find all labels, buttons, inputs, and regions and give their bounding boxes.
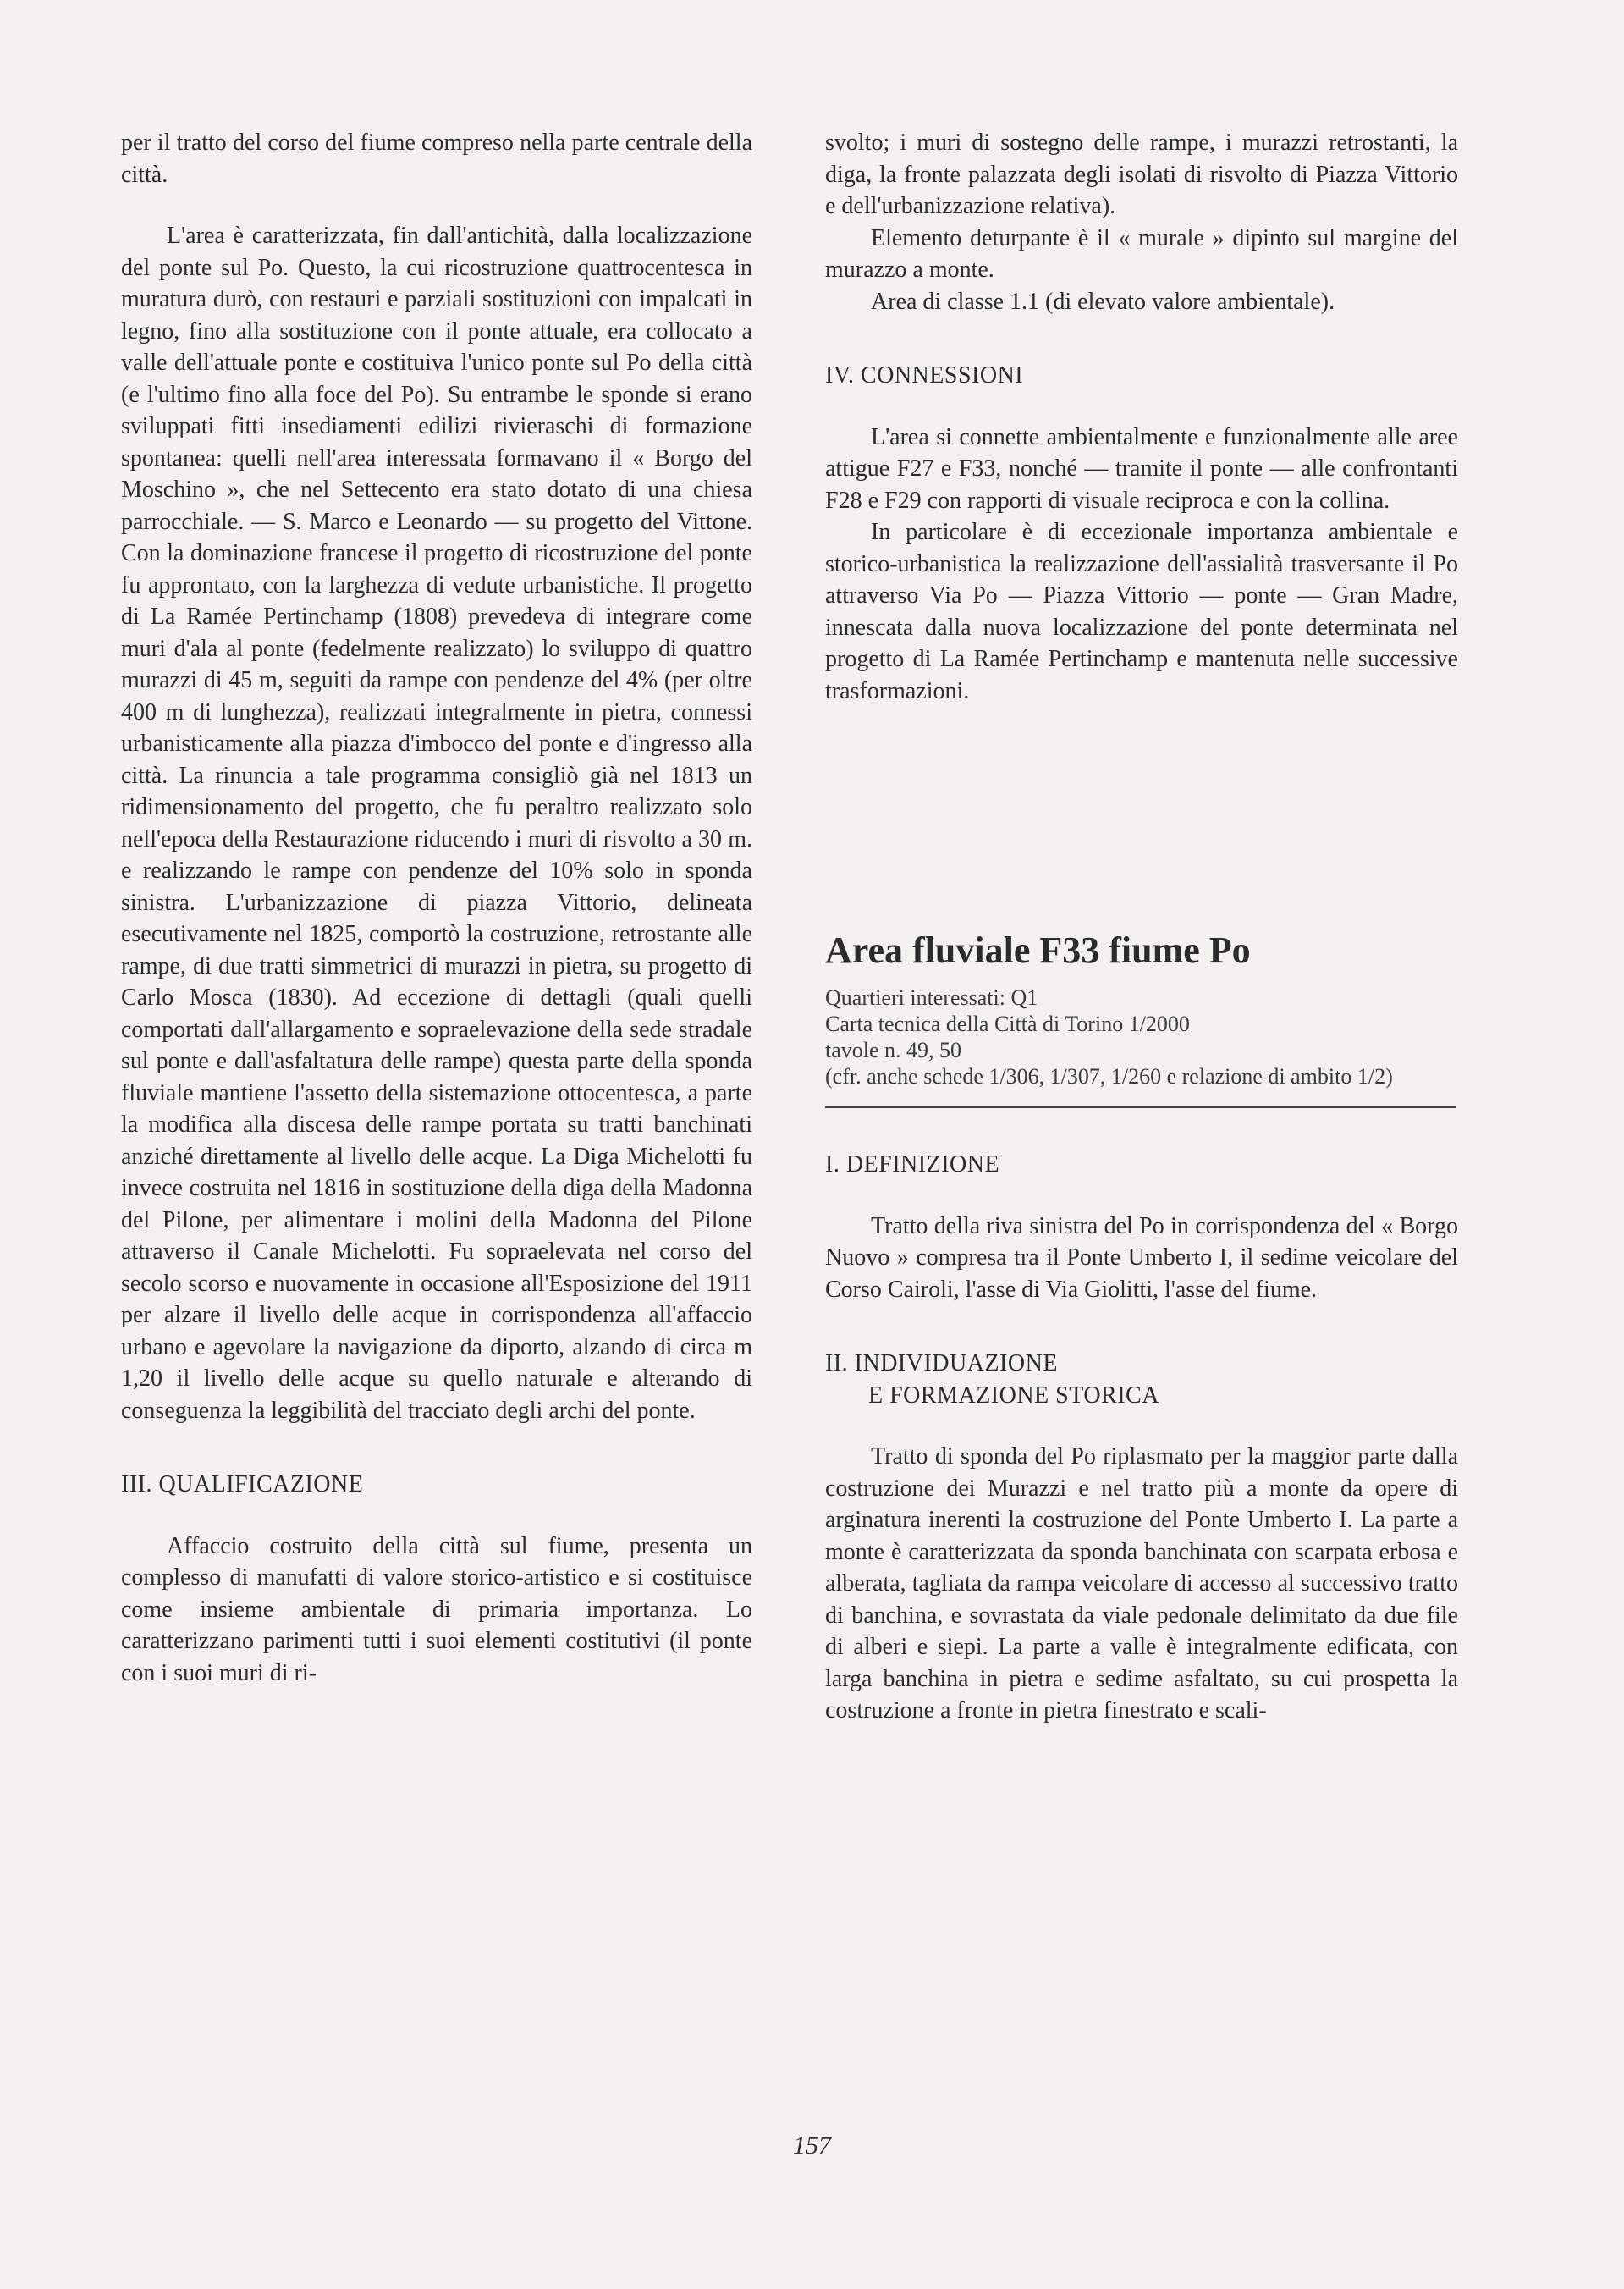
meta-carta-tecnica: Carta tecnica della Città di Torino 1/2000 — [825, 1012, 1190, 1036]
paragraph: L'area si connette ambientalmente e funzionalmente alle aree attigue F27 e F33, nonché — tramite il ponte — alle confrontanti F28 e F29 con rapporti di visuale reciproca e con la collina. — [825, 423, 1458, 514]
meta-tavole: tavole n. 49, 50 — [825, 1038, 962, 1062]
paragraph: In particolare è di eccezionale importanza ambientale e storico-urbanistica la realizzazione dell'assialità trasversante il Po attraverso Via Po — Piazza Vittorio — ponte — Gran Madre, innescata dalla nuova localizzazione del ponte determinata nel progetto di La Ramée Pertinchamp e mantenuta nelle successive trasformazioni. — [825, 519, 1458, 704]
heading-line: II. INDIVIDUAZIONE — [825, 1350, 1058, 1376]
paragraph: svolto; i muri di sostegno delle rampe, i murazzi retrostanti, la diga, la fronte palazzata degli isolati di risvolto di Piazza Vittorio e dell'urbanizzazione relativa). — [825, 130, 1458, 219]
area-title: Area fluviale F33 fiume Po — [825, 929, 1251, 971]
heading-line: E FORMAZIONE STORICA — [868, 1382, 1159, 1409]
page-number: 157 — [793, 2132, 831, 2159]
left-column — [121, 127, 752, 1689]
meta-cross-reference: (cfr. anche schede 1/306, 1/307, 1/260 e relazione di ambito 1/2) — [825, 1064, 1393, 1089]
section-heading-qualificazione: III. QUALIFICAZIONE — [121, 1471, 364, 1498]
paragraph: Affaccio costruito della città sul fiume, presenta un complesso di manufatti di valore storico-artistico e si costituisce come insieme ambientale di primaria importanza. Lo caratterizzano parimenti tutti i suoi elementi costitutivi (il ponte con i suoi muri di ri- — [121, 1532, 752, 1686]
meta-quartieri: Quartieri interessati: Q1 — [825, 985, 1038, 1010]
right-column — [825, 127, 1458, 1727]
section-heading-definizione: I. DEFINIZIONE — [825, 1151, 1000, 1178]
paragraph: Tratto della riva sinistra del Po in corrispondenza del « Borgo Nuovo » compresa tra il Ponte Umberto I, il sedime veicolare del Corso Cairoli, l'asse di Via Giolitti, l'asse del fiume. — [825, 1212, 1458, 1303]
paragraph: Area di classe 1.1 (di elevato valore ambientale). — [871, 288, 1335, 315]
paragraph: L'area è caratterizzata, fin dall'antichità, dalla localizzazione del ponte sul Po. Questo, la cui ricostruzione quattrocentesca in muratura durò, con restauri e parziali sostituzioni con impalcati in legno, fino alla sostituzione con il ponte attuale, era collocato a valle dell'attuale ponte e costituiva l'unico ponte sul Po della città (e l'ultimo fino alla foce del Po). Su entrambe le sponde si erano sviluppati fitti insediamenti edilizi rivieraschi di formazione spontanea: quelli nell'area interessata formavano il « Borgo del Moschino », che nel Settecento era stato dotato di una chiesa parrocchiale. — S. Marco e Leonardo — su progetto del Vittone. Con la dominazione francese il progetto di ricostruzione del ponte fu approntato, con la larghezza di vedute urbanistiche. Il progetto di La Ramée Pertinchamp (1808) prevedeva di integrare come muri d'ala al ponte (fedelmente realizzato) lo sviluppo di quattro murazzi di 45 m, seguiti da rampe con pendenze del 4% (per oltre 400 m di lunghezza), realizzati integralmente in pietra, connessi urbanisticamente alla piazza d'imbocco del ponte e d'ingresso alla città. La rinuncia a tale programma consigliò già nel 1813 un ridimensionamento del progetto, che fu peraltro realizzato solo nell'epoca della Restaurazione riducendo i muri di risvolto a 30 m. e realizzando le rampe con pendenze del 10% solo in sponda sinistra. L'urbanizzazione di piazza Vittorio, delineata esecutivamente nel 1825, comportò la costruzione, retrostante alle rampe, di due tratti simmetrici di murazzi in pietra, su progetto di Carlo Mosca (1830). Ad eccezione di dettagli (quali quelli comportati dall'allargamento e sopraelevazione della sede stradale sul ponte e dall'asfaltatura delle rampe) questa parte della sponda fluviale mantiene l'assetto della sistemazione ottocentesca, a parte la modifica alla discesa delle rampe portata su tratti banchinati anziché direttamente al livello delle acque. La Diga Michelotti fu invece costruita nel 1816 in sostituzione della diga della Madonna del Pilone, per alimentare i molini della Madonna del Pilone attraverso il Canale Michelotti. Fu sopraelevata nel corso del secolo scorso e nuovamente in occasione all'Esposizione del 1911 per alzare il livello delle acque in corrispondenza all'affaccio urbano e agevolare la navigazione da diporto, alzando di circa m 1,20 il livello delle acque su quello naturale e alterando di conseguenza la leggibilità del tracciato degli archi del ponte. — [121, 223, 752, 1424]
paragraph: Tratto di sponda del Po riplasmato per la maggior parte dalla costruzione dei Murazzi e nel tratto più a monte da opere di arginatura inerenti la costruzione del Ponte Umberto I. La parte a monte è caratterizzata da sponda banchinata con scarpata erbosa e alberata, tagliata da rampa veicolare di accesso al successivo tratto di banchina, e sovrastata da viale pedonale delimitato da due file di alberi e siepi. La parte a valle è integralmente edificata, con larga banchina in pietra e sedime asfaltato, su cui prospetta la costruzione a fronte in pietra finestrato e scali- — [825, 1443, 1458, 1724]
section-heading-individuazione — [825, 1348, 1458, 1411]
paragraph: Elemento deturpante è il « murale » dipinto sul margine del murazzo a monte. — [825, 224, 1458, 283]
section-heading-connessioni: IV. CONNESSIONI — [825, 362, 1024, 389]
paragraph: per il tratto del corso del fiume compreso nella parte centrale della città. — [121, 130, 752, 188]
